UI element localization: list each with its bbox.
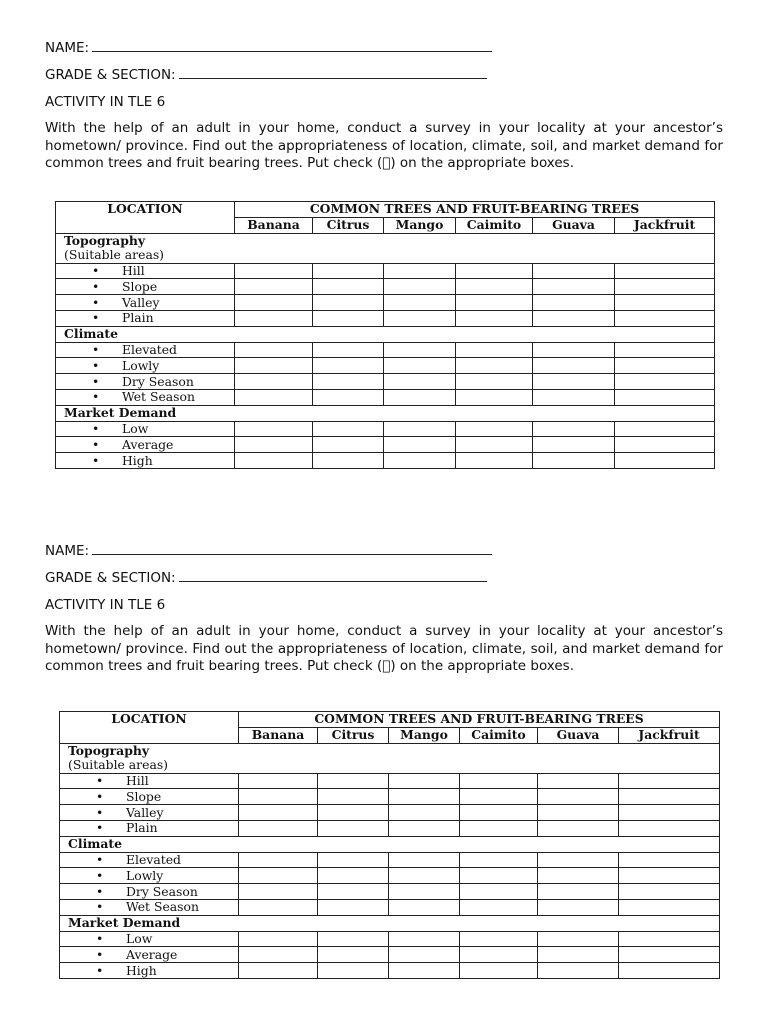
col-citrus: Citrus [318, 727, 389, 743]
check-cell[interactable] [619, 947, 720, 963]
name-blank[interactable] [92, 38, 492, 52]
check-cell[interactable] [313, 389, 384, 405]
check-cell[interactable] [239, 884, 318, 900]
row-label-lowly: • Lowly [60, 868, 239, 884]
check-cell[interactable] [235, 342, 313, 358]
check-cell[interactable] [615, 342, 715, 358]
check-cell[interactable] [313, 295, 384, 311]
check-cell[interactable] [619, 789, 720, 805]
table-row [56, 295, 715, 311]
check-cell[interactable] [538, 868, 619, 884]
check-cell[interactable] [384, 374, 456, 390]
row-label-average: • Average [56, 437, 235, 453]
table-row [60, 884, 720, 900]
row-label-plain: • Plain [56, 310, 235, 326]
trees-group-header: COMMON TREES AND FRUIT-BEARING TREES [235, 202, 715, 218]
check-cell[interactable] [533, 374, 615, 390]
check-cell[interactable] [384, 279, 456, 295]
name-label: NAME: [45, 543, 90, 559]
grade-section-label: GRADE & SECTION: [45, 67, 176, 83]
check-cell[interactable] [619, 773, 720, 789]
activity-title: ACTIVITY IN TLE 6 [45, 94, 166, 110]
check-cell[interactable] [456, 279, 533, 295]
check-cell[interactable] [538, 820, 619, 836]
survey-table-2 [59, 711, 720, 979]
grade-section-field[interactable] [45, 568, 723, 595]
check-cell[interactable] [235, 358, 313, 374]
row-label-low: • Low [56, 421, 235, 437]
check-cell[interactable] [235, 295, 313, 311]
col-guava: Guava [533, 217, 615, 233]
trees-group-header: COMMON TREES AND FRUIT-BEARING TREES [239, 712, 720, 728]
check-cell[interactable] [318, 773, 389, 789]
table-row [60, 899, 720, 915]
check-cell[interactable] [456, 421, 533, 437]
check-cell[interactable] [619, 868, 720, 884]
worksheet-copy-2 [45, 541, 723, 676]
check-cell[interactable] [615, 263, 715, 279]
name-field[interactable] [45, 38, 723, 65]
check-cell[interactable] [533, 342, 615, 358]
check-cell[interactable] [389, 899, 460, 915]
table-row [56, 421, 715, 437]
check-cell[interactable] [533, 279, 615, 295]
row-label-valley: • Valley [60, 805, 239, 821]
check-cell[interactable] [384, 437, 456, 453]
check-cell[interactable] [384, 453, 456, 469]
check-cell[interactable] [456, 437, 533, 453]
check-cell[interactable] [318, 899, 389, 915]
check-cell[interactable] [384, 342, 456, 358]
check-cell[interactable] [239, 931, 318, 947]
check-cell[interactable] [533, 358, 615, 374]
check-cell[interactable] [239, 963, 318, 979]
check-cell[interactable] [538, 947, 619, 963]
location-header: LOCATION [60, 712, 239, 744]
col-guava: Guava [538, 727, 619, 743]
check-cell[interactable] [235, 310, 313, 326]
section-market-demand: Market Demand [60, 915, 720, 931]
check-cell[interactable] [533, 263, 615, 279]
row-label-wet-season: • Wet Season [60, 899, 239, 915]
topography-subtitle: (Suitable areas) [64, 247, 165, 263]
check-cell[interactable] [239, 899, 318, 915]
name-label: NAME: [45, 40, 90, 56]
check-cell[interactable] [389, 773, 460, 789]
check-cell[interactable] [615, 374, 715, 390]
check-cell[interactable] [313, 437, 384, 453]
check-cell[interactable] [318, 947, 389, 963]
check-cell[interactable] [456, 310, 533, 326]
table-row [56, 263, 715, 279]
check-cell[interactable] [619, 820, 720, 836]
check-cell[interactable] [313, 358, 384, 374]
check-cell[interactable] [239, 805, 318, 821]
check-cell[interactable] [318, 789, 389, 805]
check-cell[interactable] [318, 931, 389, 947]
col-banana: Banana [239, 727, 318, 743]
row-label-slope: • Slope [56, 279, 235, 295]
row-label-lowly: • Lowly [56, 358, 235, 374]
check-cell[interactable] [318, 852, 389, 868]
check-cell[interactable] [235, 279, 313, 295]
check-cell[interactable] [389, 852, 460, 868]
check-cell[interactable] [533, 295, 615, 311]
check-cell[interactable] [615, 358, 715, 374]
check-cell[interactable] [538, 773, 619, 789]
topography-title: Topography [64, 233, 146, 249]
check-cell[interactable] [538, 789, 619, 805]
check-cell[interactable] [389, 868, 460, 884]
check-cell[interactable] [235, 389, 313, 405]
section-topography [56, 233, 715, 263]
check-cell[interactable] [615, 453, 715, 469]
check-cell[interactable] [389, 820, 460, 836]
check-cell[interactable] [318, 884, 389, 900]
check-cell[interactable] [538, 852, 619, 868]
table-row [60, 868, 720, 884]
activity-title: ACTIVITY IN TLE 6 [45, 597, 166, 613]
table-row [56, 358, 715, 374]
check-cell[interactable] [313, 310, 384, 326]
check-cell[interactable] [318, 805, 389, 821]
check-cell[interactable] [313, 453, 384, 469]
check-cell[interactable] [235, 374, 313, 390]
table-row [60, 947, 720, 963]
table-row [60, 773, 720, 789]
check-cell[interactable] [235, 421, 313, 437]
check-cell[interactable] [533, 389, 615, 405]
check-cell[interactable] [384, 310, 456, 326]
col-caimito: Caimito [460, 727, 538, 743]
table-row [60, 805, 720, 821]
check-cell[interactable] [460, 899, 538, 915]
check-cell[interactable] [456, 342, 533, 358]
check-cell[interactable] [460, 884, 538, 900]
check-cell[interactable] [460, 805, 538, 821]
row-label-wet-season: • Wet Season [56, 389, 235, 405]
instructions: With the help of an adult in your home, conduct a survey in your locality at your ancestor’s hometown/ province. Find out the appropriateness of location, climate, soil, and market demand for common trees and fruit bearing trees. Put check (⃝) on the appropriate boxes. [45, 120, 723, 172]
name-field[interactable] [45, 541, 723, 568]
check-cell[interactable] [318, 820, 389, 836]
row-label-valley: • Valley [56, 295, 235, 311]
check-cell[interactable] [456, 389, 533, 405]
check-cell[interactable] [239, 852, 318, 868]
check-cell[interactable] [313, 342, 384, 358]
col-jackfruit: Jackfruit [615, 217, 715, 233]
table-row [56, 437, 715, 453]
check-cell[interactable] [239, 947, 318, 963]
table-row [60, 852, 720, 868]
table-row [56, 342, 715, 358]
check-cell[interactable] [619, 899, 720, 915]
check-cell[interactable] [538, 884, 619, 900]
check-cell[interactable] [619, 931, 720, 947]
check-cell[interactable] [533, 310, 615, 326]
col-banana: Banana [235, 217, 313, 233]
grade-section-label: GRADE & SECTION: [45, 570, 176, 586]
worksheet-copy-1 [45, 38, 723, 173]
check-cell[interactable] [460, 820, 538, 836]
section-climate: Climate [56, 326, 715, 342]
check-cell[interactable] [389, 963, 460, 979]
table-row [56, 453, 715, 469]
check-cell[interactable] [615, 310, 715, 326]
check-cell[interactable] [615, 389, 715, 405]
check-cell[interactable] [533, 453, 615, 469]
check-cell[interactable] [456, 374, 533, 390]
check-cell[interactable] [538, 963, 619, 979]
check-cell[interactable] [456, 453, 533, 469]
check-cell[interactable] [318, 868, 389, 884]
section-topography [60, 743, 720, 773]
row-label-hill: • Hill [56, 263, 235, 279]
check-cell[interactable] [456, 295, 533, 311]
check-cell[interactable] [235, 437, 313, 453]
check-cell[interactable] [384, 263, 456, 279]
row-label-elevated: • Elevated [56, 342, 235, 358]
topography-title: Topography [68, 743, 150, 759]
check-cell[interactable] [533, 421, 615, 437]
row-label-plain: • Plain [60, 820, 239, 836]
check-cell[interactable] [615, 421, 715, 437]
survey-table-1 [55, 201, 715, 469]
table-row [56, 389, 715, 405]
table-row [56, 279, 715, 295]
check-cell[interactable] [619, 884, 720, 900]
name-blank[interactable] [92, 541, 492, 555]
grade-section-blank[interactable] [179, 65, 487, 79]
col-caimito: Caimito [456, 217, 533, 233]
row-label-high: • High [56, 453, 235, 469]
col-mango: Mango [389, 727, 460, 743]
section-climate: Climate [60, 836, 720, 852]
check-cell[interactable] [384, 389, 456, 405]
check-cell[interactable] [318, 963, 389, 979]
check-cell[interactable] [615, 437, 715, 453]
table-row [60, 789, 720, 805]
table-row [56, 374, 715, 390]
check-cell[interactable] [460, 963, 538, 979]
location-header: LOCATION [56, 202, 235, 234]
check-cell[interactable] [460, 931, 538, 947]
check-cell[interactable] [239, 868, 318, 884]
row-label-dry-season: • Dry Season [56, 374, 235, 390]
check-cell[interactable] [389, 947, 460, 963]
check-cell[interactable] [235, 453, 313, 469]
grade-section-blank[interactable] [179, 568, 487, 582]
table-row [56, 310, 715, 326]
check-cell[interactable] [239, 820, 318, 836]
check-cell[interactable] [460, 947, 538, 963]
check-cell[interactable] [619, 852, 720, 868]
col-mango: Mango [384, 217, 456, 233]
check-cell[interactable] [313, 421, 384, 437]
row-label-low: • Low [60, 931, 239, 947]
check-cell[interactable] [615, 279, 715, 295]
check-cell[interactable] [239, 789, 318, 805]
check-cell[interactable] [389, 931, 460, 947]
check-cell[interactable] [538, 805, 619, 821]
row-label-average: • Average [60, 947, 239, 963]
instructions: With the help of an adult in your home, conduct a survey in your locality at your ancestor’s hometown/ province. Find out the appropriateness of location, climate, soil, and market demand for common trees and fruit bearing trees. Put check (⃝) on the appropriate boxes. [45, 623, 723, 675]
col-jackfruit: Jackfruit [619, 727, 720, 743]
check-cell[interactable] [456, 263, 533, 279]
check-cell[interactable] [460, 789, 538, 805]
check-cell[interactable] [460, 868, 538, 884]
check-cell[interactable] [384, 421, 456, 437]
table-row [60, 931, 720, 947]
check-cell[interactable] [313, 374, 384, 390]
check-cell[interactable] [313, 263, 384, 279]
topography-subtitle: (Suitable areas) [68, 757, 169, 773]
check-cell[interactable] [384, 295, 456, 311]
table-row [60, 963, 720, 979]
row-label-elevated: • Elevated [60, 852, 239, 868]
check-cell[interactable] [384, 358, 456, 374]
table-row [60, 820, 720, 836]
check-cell[interactable] [538, 899, 619, 915]
row-label-high: • High [60, 963, 239, 979]
check-cell[interactable] [456, 358, 533, 374]
row-label-dry-season: • Dry Season [60, 884, 239, 900]
check-cell[interactable] [460, 852, 538, 868]
grade-section-field[interactable] [45, 65, 723, 92]
check-cell[interactable] [533, 437, 615, 453]
check-cell[interactable] [235, 263, 313, 279]
row-label-hill: • Hill [60, 773, 239, 789]
check-cell[interactable] [389, 789, 460, 805]
section-market-demand: Market Demand [56, 405, 715, 421]
check-cell[interactable] [460, 773, 538, 789]
check-cell[interactable] [619, 805, 720, 821]
check-cell[interactable] [619, 963, 720, 979]
check-cell[interactable] [389, 805, 460, 821]
check-cell[interactable] [615, 295, 715, 311]
col-citrus: Citrus [313, 217, 384, 233]
check-cell[interactable] [389, 884, 460, 900]
check-cell[interactable] [239, 773, 318, 789]
check-cell[interactable] [538, 931, 619, 947]
row-label-slope: • Slope [60, 789, 239, 805]
check-cell[interactable] [313, 279, 384, 295]
